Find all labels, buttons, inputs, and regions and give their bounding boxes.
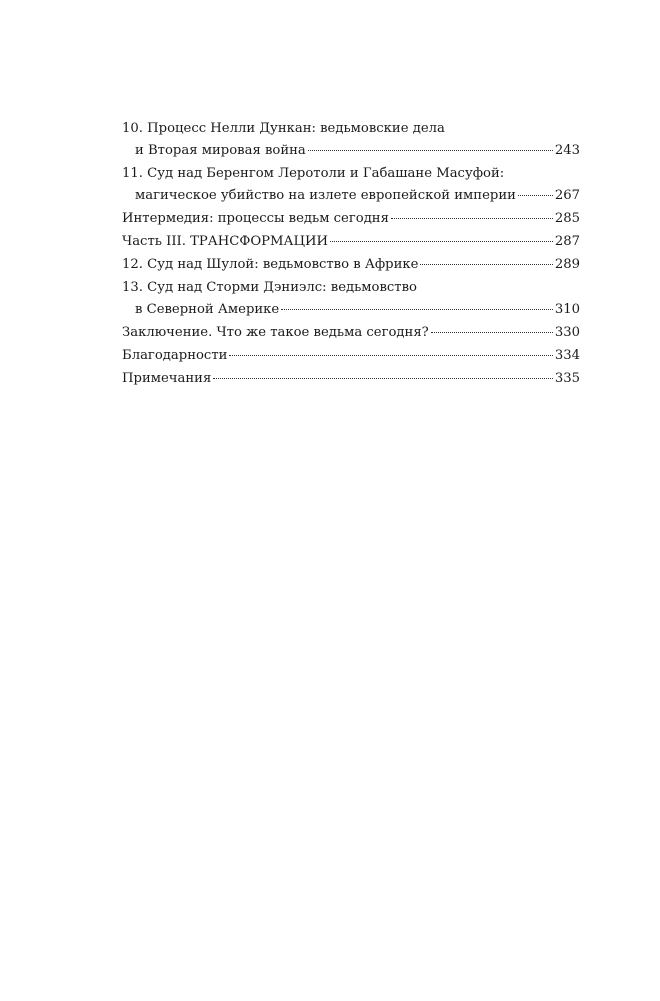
toc-entry-title: 10. Процесс Нелли Дункан: ведьмовские дела xyxy=(122,121,445,136)
toc-page-number: 334 xyxy=(554,348,580,363)
toc-page-number: 243 xyxy=(554,143,580,158)
dot-leader xyxy=(213,378,553,379)
dot-leader xyxy=(391,218,553,219)
toc-entry-conclusion[interactable] xyxy=(122,322,580,344)
table-of-contents xyxy=(122,118,580,391)
dot-leader xyxy=(229,355,552,356)
toc-entry-title: 13. Суд над Сторми Дэниэлс: ведьмовство xyxy=(122,280,417,295)
toc-entry-title: Интермедия: процессы ведьм сегодня xyxy=(122,211,389,226)
toc-entry-title: Часть III. ТРАНСФОРМАЦИИ xyxy=(122,234,328,249)
dot-leader xyxy=(518,195,553,196)
dot-leader xyxy=(420,264,552,265)
toc-entry-chapter-13[interactable] xyxy=(122,277,580,321)
toc-entry-title-continued: и Вторая мировая война xyxy=(135,143,306,158)
dot-leader xyxy=(308,150,553,151)
toc-entry-chapter-11[interactable] xyxy=(122,163,580,207)
toc-entry-title: Благодарности xyxy=(122,348,228,363)
toc-entry-notes[interactable] xyxy=(122,368,580,390)
toc-entry-title: 12. Суд над Шулой: ведьмовство в Африке xyxy=(122,257,419,272)
toc-entry-intermedia[interactable] xyxy=(122,208,580,230)
toc-page-number: 310 xyxy=(554,302,580,317)
toc-entry-title: Примечания xyxy=(122,371,212,386)
dot-leader xyxy=(281,309,553,310)
toc-entry-chapter-10[interactable] xyxy=(122,118,580,162)
toc-page-number: 289 xyxy=(554,257,580,272)
dot-leader xyxy=(431,332,553,333)
toc-entry-acknowledgements[interactable] xyxy=(122,345,580,367)
toc-entry-title: 11. Суд над Беренгом Леротоли и Габашане Масуфой: xyxy=(122,166,505,181)
dot-leader xyxy=(330,241,553,242)
toc-page-number: 267 xyxy=(554,188,580,203)
toc-page-number: 287 xyxy=(554,234,580,249)
toc-page-number: 330 xyxy=(554,325,580,340)
toc-page-number: 335 xyxy=(554,371,580,386)
toc-page-number: 285 xyxy=(554,211,580,226)
toc-entry-chapter-12[interactable] xyxy=(122,254,580,276)
toc-entry-title: Заключение. Что же такое ведьма сегодня? xyxy=(122,325,429,340)
toc-entry-part-3[interactable] xyxy=(122,231,580,253)
toc-entry-title-continued: в Северной Америке xyxy=(135,302,280,317)
toc-entry-title-continued: магическое убийство на излете европейской империи xyxy=(135,188,516,203)
